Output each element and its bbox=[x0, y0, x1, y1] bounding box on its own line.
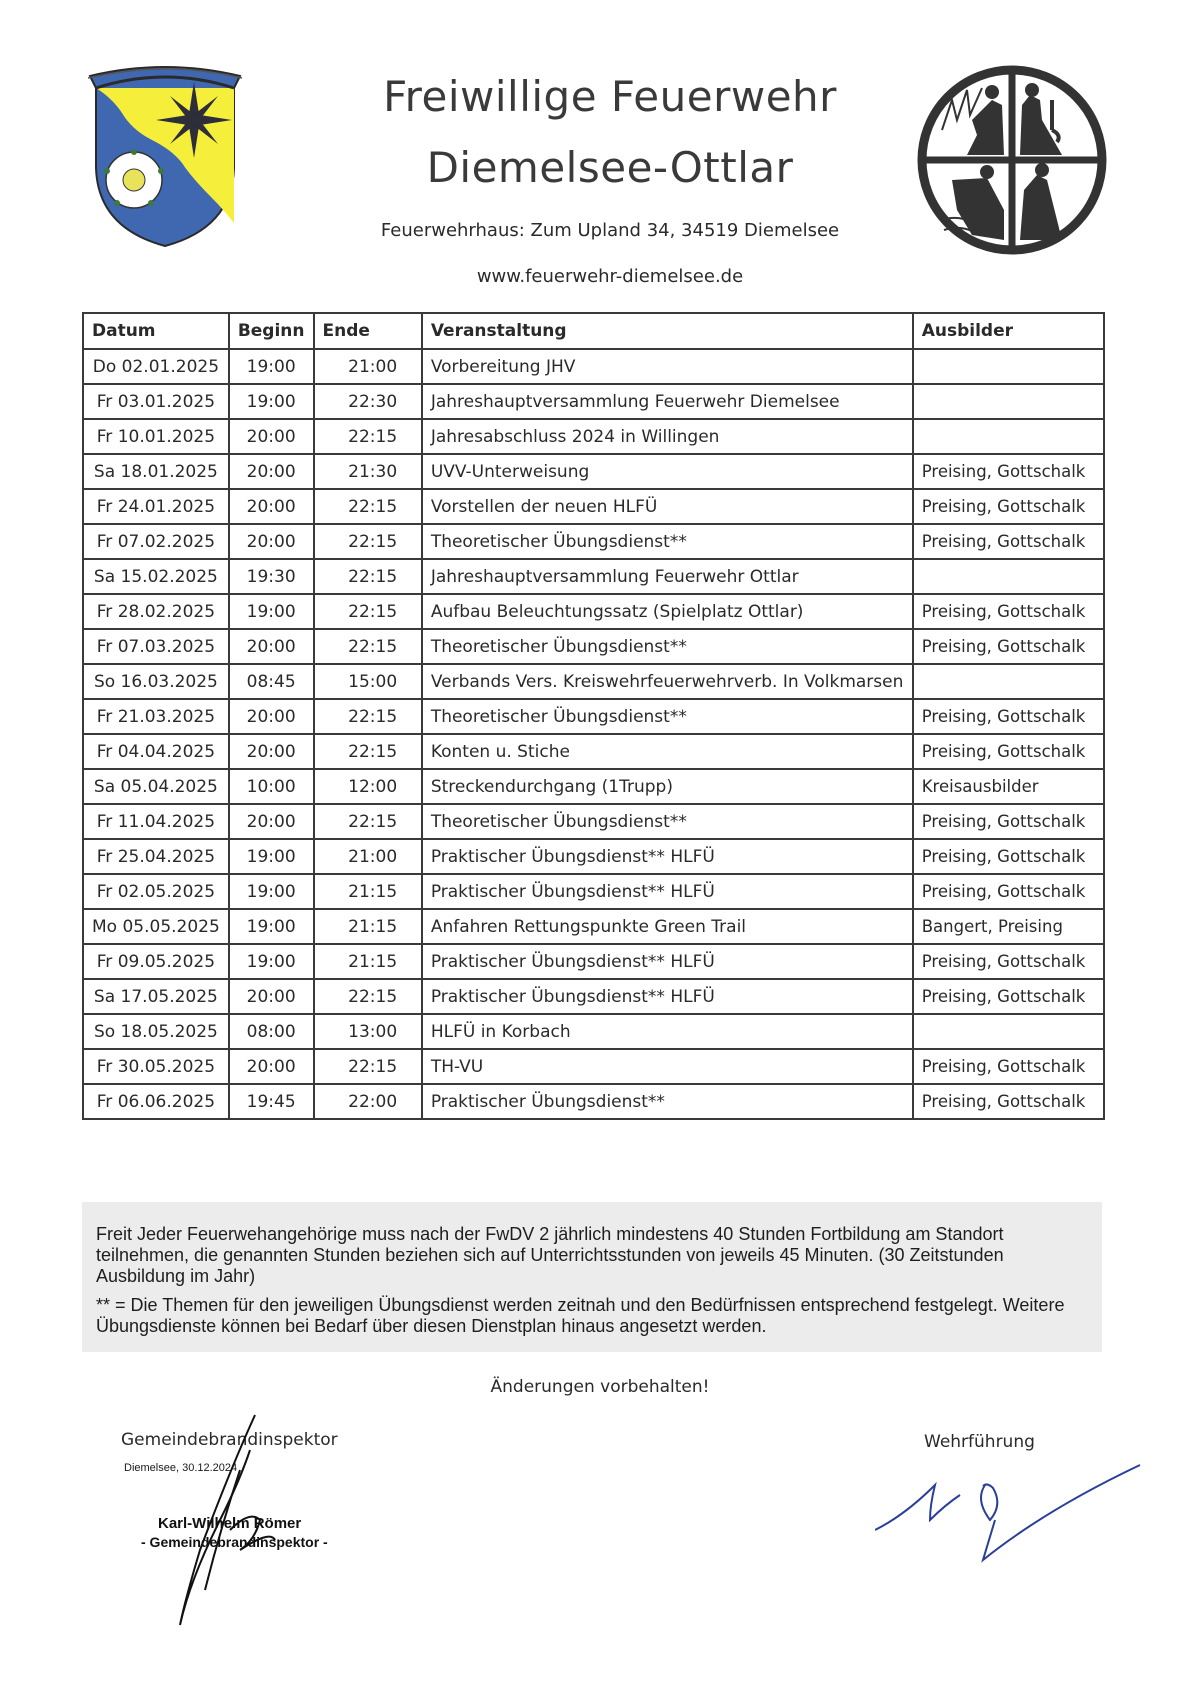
table-row bbox=[83, 1084, 1104, 1119]
cell-datum: Fr 24.01.2025 bbox=[83, 489, 229, 524]
website-link[interactable]: www.feuerwehr-diemelsee.de bbox=[476, 266, 744, 287]
handwritten-signature-icon bbox=[875, 1460, 1145, 1570]
cell-veranstaltung: Jahreshauptversammlung Feuerwehr Ottlar bbox=[422, 559, 913, 594]
municipal-coat-of-arms-icon bbox=[82, 58, 248, 248]
cell-beginn: 20:00 bbox=[229, 629, 314, 664]
cell-datum: Mo 05.05.2025 bbox=[83, 909, 229, 944]
left-signatory-role: Gemeindebrandinspektor bbox=[121, 1430, 338, 1450]
cell-datum: So 16.03.2025 bbox=[83, 664, 229, 699]
cell-veranstaltung: Theoretischer Übungsdienst** bbox=[422, 629, 913, 664]
table-row bbox=[83, 839, 1104, 874]
cell-beginn: 19:00 bbox=[229, 909, 314, 944]
cell-ausbilder bbox=[913, 419, 1104, 454]
cell-ende: 22:15 bbox=[314, 629, 422, 664]
cell-ausbilder: Preising, Gottschalk bbox=[913, 804, 1104, 839]
training-requirements-note bbox=[82, 1202, 1102, 1352]
cell-datum: Fr 10.01.2025 bbox=[83, 419, 229, 454]
cell-ende: 22:15 bbox=[314, 804, 422, 839]
cell-ausbilder: Preising, Gottschalk bbox=[913, 839, 1104, 874]
cell-ausbilder: Preising, Gottschalk bbox=[913, 1049, 1104, 1084]
cell-ausbilder: Kreisausbilder bbox=[913, 769, 1104, 804]
table-row bbox=[83, 664, 1104, 699]
cell-ausbilder: Preising, Gottschalk bbox=[913, 629, 1104, 664]
cell-beginn: 08:00 bbox=[229, 1014, 314, 1049]
cell-ende: 21:30 bbox=[314, 454, 422, 489]
cell-datum: Do 02.01.2025 bbox=[83, 349, 229, 384]
table-row bbox=[83, 979, 1104, 1014]
cell-beginn: 20:00 bbox=[229, 804, 314, 839]
cell-ende: 13:00 bbox=[314, 1014, 422, 1049]
page-subtitle: Diemelsee-Ottlar bbox=[426, 143, 794, 192]
cell-datum: Sa 15.02.2025 bbox=[83, 559, 229, 594]
cell-beginn: 20:00 bbox=[229, 979, 314, 1014]
cell-ende: 12:00 bbox=[314, 769, 422, 804]
cell-ausbilder: Bangert, Preising bbox=[913, 909, 1104, 944]
cell-datum: Fr 21.03.2025 bbox=[83, 699, 229, 734]
cell-veranstaltung: Theoretischer Übungsdienst** bbox=[422, 699, 913, 734]
cell-beginn: 20:00 bbox=[229, 489, 314, 524]
cell-veranstaltung: Praktischer Übungsdienst** bbox=[422, 1084, 913, 1119]
table-row bbox=[83, 489, 1104, 524]
right-signatory-role: Wehrführung bbox=[924, 1432, 1035, 1452]
cell-ausbilder bbox=[913, 384, 1104, 419]
table-row bbox=[83, 594, 1104, 629]
page-title: Freiwillige Feuerwehr bbox=[383, 72, 837, 121]
table-header-row bbox=[83, 313, 1104, 349]
cell-ausbilder: Preising, Gottschalk bbox=[913, 454, 1104, 489]
note-footnote: ** = Die Themen für den jeweiligen Übungsdienst werden zeitnah und den Bedürfnissen entsprechend festgelegt. Weitere Übungsdienste können bei Bedarf über diesen Dienstplan hinaus angesetzt werden. bbox=[96, 1295, 1065, 1336]
cell-veranstaltung: Aufbau Beleuchtungssatz (Spielplatz Ottlar) bbox=[422, 594, 913, 629]
cell-ende: 22:15 bbox=[314, 594, 422, 629]
table-row bbox=[83, 874, 1104, 909]
cell-datum: Fr 07.02.2025 bbox=[83, 524, 229, 559]
cell-ausbilder bbox=[913, 664, 1104, 699]
cell-ende: 21:00 bbox=[314, 839, 422, 874]
table-row bbox=[83, 559, 1104, 594]
cell-ende: 21:15 bbox=[314, 874, 422, 909]
cell-veranstaltung: TH-VU bbox=[422, 1049, 913, 1084]
cell-veranstaltung: Vorbereitung JHV bbox=[422, 349, 913, 384]
table-row bbox=[83, 384, 1104, 419]
table-row bbox=[83, 944, 1104, 979]
cell-ausbilder bbox=[913, 1014, 1104, 1049]
cell-beginn: 19:00 bbox=[229, 874, 314, 909]
cell-veranstaltung: Theoretischer Übungsdienst** bbox=[422, 804, 913, 839]
cell-ausbilder: Preising, Gottschalk bbox=[913, 699, 1104, 734]
cell-veranstaltung: Jahreshauptversammlung Feuerwehr Diemelsee bbox=[422, 384, 913, 419]
cell-datum: Sa 18.01.2025 bbox=[83, 454, 229, 489]
cell-datum: So 18.05.2025 bbox=[83, 1014, 229, 1049]
cell-ende: 21:15 bbox=[314, 909, 422, 944]
cell-beginn: 19:45 bbox=[229, 1084, 314, 1119]
table-row bbox=[83, 909, 1104, 944]
table-row bbox=[83, 419, 1104, 454]
cell-ende: 22:15 bbox=[314, 524, 422, 559]
cell-beginn: 19:00 bbox=[229, 594, 314, 629]
cell-veranstaltung: Verbands Vers. Kreiswehrfeuerwehrverb. In Volkmarsen bbox=[422, 664, 913, 699]
cell-veranstaltung: Anfahren Rettungspunkte Green Trail bbox=[422, 909, 913, 944]
address: Feuerwehrhaus: Zum Upland 34, 34519 Diemelsee bbox=[380, 220, 840, 241]
cell-veranstaltung: Praktischer Übungsdienst** HLFÜ bbox=[422, 874, 913, 909]
cell-ende: 22:30 bbox=[314, 384, 422, 419]
cell-ende: 22:15 bbox=[314, 559, 422, 594]
cell-ende: 21:00 bbox=[314, 349, 422, 384]
cell-ende: 22:15 bbox=[314, 979, 422, 1014]
cell-ausbilder: Preising, Gottschalk bbox=[913, 944, 1104, 979]
column-header-veranstaltung: Veranstaltung bbox=[422, 313, 913, 349]
cell-datum: Fr 11.04.2025 bbox=[83, 804, 229, 839]
cell-veranstaltung: UVV-Unterweisung bbox=[422, 454, 913, 489]
cell-veranstaltung: Praktischer Übungsdienst** HLFÜ bbox=[422, 839, 913, 874]
cell-ausbilder: Preising, Gottschalk bbox=[913, 1084, 1104, 1119]
duty-schedule-table bbox=[82, 312, 1105, 1120]
cell-veranstaltung: Praktischer Übungsdienst** HLFÜ bbox=[422, 979, 913, 1014]
cell-ausbilder: Preising, Gottschalk bbox=[913, 979, 1104, 1014]
cell-ende: 21:15 bbox=[314, 944, 422, 979]
table-row bbox=[83, 734, 1104, 769]
table-row bbox=[83, 769, 1104, 804]
column-header-ende: Ende bbox=[314, 313, 422, 349]
cell-beginn: 10:00 bbox=[229, 769, 314, 804]
cell-beginn: 19:00 bbox=[229, 384, 314, 419]
handwritten-signature-icon bbox=[160, 1410, 310, 1630]
cell-ausbilder bbox=[913, 559, 1104, 594]
cell-ende: 22:15 bbox=[314, 699, 422, 734]
cell-ende: 22:00 bbox=[314, 1084, 422, 1119]
cell-ende: 22:15 bbox=[314, 734, 422, 769]
cell-ende: 22:15 bbox=[314, 489, 422, 524]
cell-ende: 22:15 bbox=[314, 419, 422, 454]
cell-beginn: 20:00 bbox=[229, 699, 314, 734]
cell-beginn: 20:00 bbox=[229, 454, 314, 489]
table-row bbox=[83, 524, 1104, 559]
cell-datum: Fr 04.04.2025 bbox=[83, 734, 229, 769]
cell-beginn: 19:00 bbox=[229, 349, 314, 384]
table-row bbox=[83, 804, 1104, 839]
cell-ausbilder: Preising, Gottschalk bbox=[913, 734, 1104, 769]
cell-veranstaltung: Konten u. Stiche bbox=[422, 734, 913, 769]
note-paragraph: Freit Jeder Feuerwehangehörige muss nach der FwDV 2 jährlich mindestens 40 Stunden Fortbildung am Standort teilnehmen, die genannten Stunden beziehen sich auf Unterrichtsstunden von jeweils 45 Minuten. (30 Zeitstunden Ausbildung im Jahr) bbox=[96, 1224, 1004, 1286]
table-row bbox=[83, 1014, 1104, 1049]
cell-ausbilder: Preising, Gottschalk bbox=[913, 594, 1104, 629]
cell-beginn: 19:30 bbox=[229, 559, 314, 594]
cell-datum: Fr 09.05.2025 bbox=[83, 944, 229, 979]
cell-ausbilder: Preising, Gottschalk bbox=[913, 524, 1104, 559]
table-row bbox=[83, 454, 1104, 489]
cell-datum: Fr 25.04.2025 bbox=[83, 839, 229, 874]
cell-datum: Sa 05.04.2025 bbox=[83, 769, 229, 804]
column-header-ausbilder: Ausbilder bbox=[913, 313, 1104, 349]
cell-veranstaltung: Vorstellen der neuen HLFÜ bbox=[422, 489, 913, 524]
table-row bbox=[83, 699, 1104, 734]
table-row bbox=[83, 629, 1104, 664]
stamp-role: - Gemeindebrandinspektor - bbox=[141, 1534, 328, 1550]
cell-ende: 22:15 bbox=[314, 1049, 422, 1084]
cell-veranstaltung: HLFÜ in Korbach bbox=[422, 1014, 913, 1049]
table-row bbox=[83, 349, 1104, 384]
cell-datum: Fr 07.03.2025 bbox=[83, 629, 229, 664]
cell-beginn: 20:00 bbox=[229, 734, 314, 769]
cell-ausbilder bbox=[913, 349, 1104, 384]
column-header-datum: Datum bbox=[83, 313, 229, 349]
cell-ausbilder: Preising, Gottschalk bbox=[913, 489, 1104, 524]
cell-beginn: 19:00 bbox=[229, 839, 314, 874]
column-header-beginn: Beginn bbox=[229, 313, 314, 349]
cell-beginn: 20:00 bbox=[229, 419, 314, 454]
place-date: Diemelsee, 30.12.2024 bbox=[124, 1462, 238, 1474]
cell-ausbilder: Preising, Gottschalk bbox=[913, 874, 1104, 909]
cell-datum: Sa 17.05.2025 bbox=[83, 979, 229, 1014]
cell-datum: Fr 03.01.2025 bbox=[83, 384, 229, 419]
cell-datum: Fr 28.02.2025 bbox=[83, 594, 229, 629]
cell-datum: Fr 02.05.2025 bbox=[83, 874, 229, 909]
cell-beginn: 20:00 bbox=[229, 524, 314, 559]
cell-datum: Fr 06.06.2025 bbox=[83, 1084, 229, 1119]
cell-beginn: 20:00 bbox=[229, 1049, 314, 1084]
cell-datum: Fr 30.05.2025 bbox=[83, 1049, 229, 1084]
stamp-name: Karl-Wilhelm Römer bbox=[158, 1515, 302, 1532]
fire-brigade-emblem-icon bbox=[912, 60, 1112, 260]
cell-veranstaltung: Theoretischer Übungsdienst** bbox=[422, 524, 913, 559]
cell-veranstaltung: Streckendurchgang (1Trupp) bbox=[422, 769, 913, 804]
cell-ende: 15:00 bbox=[314, 664, 422, 699]
changes-notice: Änderungen vorbehalten! bbox=[490, 1377, 710, 1397]
cell-beginn: 08:45 bbox=[229, 664, 314, 699]
cell-beginn: 19:00 bbox=[229, 944, 314, 979]
table-row bbox=[83, 1049, 1104, 1084]
cell-veranstaltung: Praktischer Übungsdienst** HLFÜ bbox=[422, 944, 913, 979]
cell-veranstaltung: Jahresabschluss 2024 in Willingen bbox=[422, 419, 913, 454]
